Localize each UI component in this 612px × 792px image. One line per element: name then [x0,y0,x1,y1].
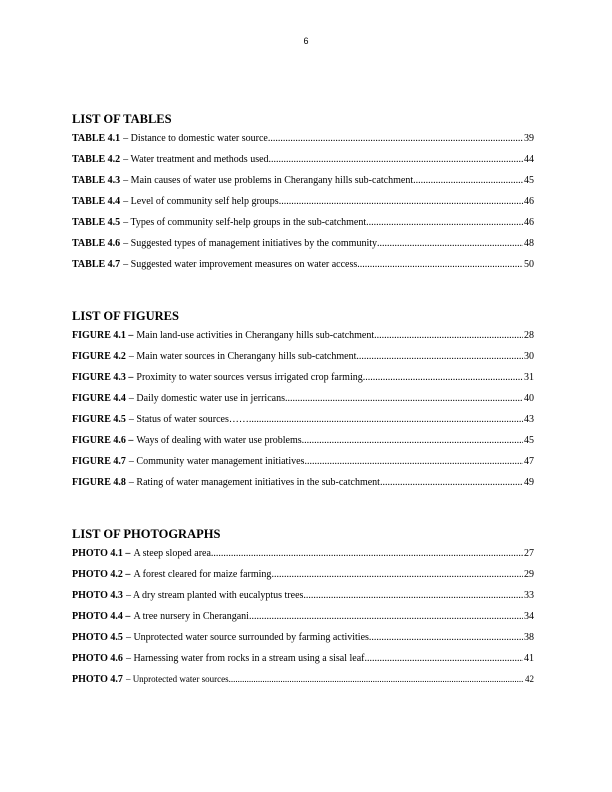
entry-page: 46 [524,217,534,228]
entry-page: 41 [524,653,534,664]
entry-label: TABLE 4.3 [72,175,121,186]
dot-leader [364,648,523,669]
entry-page: 33 [524,590,534,601]
page-number: 6 [303,36,309,46]
toc-entry-table-4-7 [72,254,534,275]
entry-label: FIGURE 4.2 [72,351,126,362]
entry-page: 49 [524,477,534,488]
toc-entry-figure-4-5 [72,409,534,430]
entry-label: FIGURE 4.3 – [72,372,134,383]
dot-leader [269,149,523,170]
entry-page: 46 [524,196,534,207]
entry-label: TABLE 4.7 [72,259,121,270]
entry-page: 45 [524,175,534,186]
toc-entry-table-4-4 [72,191,534,212]
entry-page: 42 [525,674,534,684]
entry-label: FIGURE 4.8 [72,477,126,488]
entry-label: PHOTO 4.1 – [72,548,131,559]
entry-title: – Types of community self-help groups in the sub-catchment [123,217,367,228]
entry-label: FIGURE 4.7 [72,456,126,467]
entry-page: 47 [524,456,534,467]
dot-leader [369,627,523,648]
entry-page: 48 [524,238,534,249]
toc-entry-figure-4-7 [72,451,534,472]
dot-leader [229,669,524,690]
dot-leader [303,585,523,606]
list-of-tables-heading: LIST OF TABLES [72,112,172,126]
toc-entry-table-4-5 [72,212,534,233]
list-of-photographs-heading: LIST OF PHOTOGRAPHS [72,527,221,541]
entry-page: 27 [524,548,534,559]
entry-label: TABLE 4.5 [72,217,121,228]
dot-leader [279,191,523,212]
entry-title: – Unprotected water source surrounded by farming activities [125,632,369,643]
entry-title: Main land-use activities in Cherangany hills sub-catchment [136,330,375,341]
entry-title: – Status of water sources…… [128,414,249,425]
entry-label: TABLE 4.4 [72,196,121,207]
entry-page: 34 [524,611,534,622]
dot-leader [413,170,523,191]
toc-entry-photo-4-1 [72,543,534,564]
entry-title: – Distance to domestic water source [123,133,268,144]
entry-page: 30 [524,351,534,362]
dot-leader [380,472,523,493]
entry-page: 44 [524,154,534,165]
dot-leader [363,367,523,388]
entry-label: FIGURE 4.4 [72,393,126,404]
entry-label: TABLE 4.6 [72,238,121,249]
entry-title: – Community water management initiatives [128,456,305,467]
entry-title: – Harnessing water from rocks in a stream using a sisal leaf [125,653,365,664]
dot-leader [357,254,523,275]
entry-title: – Level of community self help groups [123,196,279,207]
dot-leader [268,128,523,149]
toc-entry-photo-4-7 [72,669,534,690]
dot-leader [285,388,523,409]
toc-entry-photo-4-4 [72,606,534,627]
entry-page: 28 [524,330,534,341]
entry-title: – Unprotected water sources [125,674,229,684]
entry-title: A tree nursery in Cherangani [133,611,249,622]
toc-entry-figure-4-3 [72,367,534,388]
entry-label: TABLE 4.2 [72,154,121,165]
list-of-figures-heading: LIST OF FIGURES [72,309,179,323]
toc-entry-table-4-2 [72,149,534,170]
entry-title: – Main water sources in Cherangany hills sub-catchment [128,351,357,362]
entry-title: – Water treatment and methods used [123,154,269,165]
entry-title: – Main causes of water use problems in Cherangany hills sub-catchment [123,175,414,186]
toc-entry-table-4-1 [72,128,534,149]
entry-label: PHOTO 4.3 [72,590,123,601]
list-of-photographs [72,525,534,690]
entry-title: Proximity to water sources versus irrigated crop farming [136,372,363,383]
entry-label: FIGURE 4.1 – [72,330,134,341]
toc-entry-table-4-6 [72,233,534,254]
entry-title: A forest cleared for maize farming [133,569,272,580]
toc-entry-figure-4-8 [72,472,534,493]
dot-leader [249,409,523,430]
entry-label: TABLE 4.1 [72,133,121,144]
dot-leader [249,606,523,627]
entry-page: 31 [524,372,534,383]
toc-entry-photo-4-3 [72,585,534,606]
entry-page: 50 [524,259,534,270]
toc-entry-photo-4-6 [72,648,534,669]
entry-title: A steep sloped area [133,548,211,559]
toc-entry-figure-4-4 [72,388,534,409]
entry-page: 40 [524,393,534,404]
dot-leader [211,543,523,564]
dot-leader [377,233,523,254]
entry-title: – A dry stream planted with eucalyptus trees [125,590,304,601]
toc-entry-table-4-3 [72,170,534,191]
entry-label: FIGURE 4.6 – [72,435,134,446]
entry-title: – Daily domestic water use in jerricans [128,393,285,404]
entry-label: PHOTO 4.7 [72,674,123,685]
list-of-figures [72,307,534,493]
entry-page: 38 [524,632,534,643]
dot-leader [302,430,523,451]
toc-entry-photo-4-5 [72,627,534,648]
entry-label: PHOTO 4.2 – [72,569,131,580]
toc-entry-figure-4-1 [72,325,534,346]
dot-leader [356,346,523,367]
dot-leader [304,451,523,472]
entry-title: – Suggested types of management initiatives by the community [123,238,378,249]
entry-page: 45 [524,435,534,446]
entry-page: 29 [524,569,534,580]
entry-label: FIGURE 4.5 [72,414,126,425]
entry-label: PHOTO 4.4 – [72,611,131,622]
entry-label: PHOTO 4.5 [72,632,123,643]
toc-entry-photo-4-2 [72,564,534,585]
entry-title: Ways of dealing with water use problems [136,435,302,446]
entry-page: 39 [524,133,534,144]
entry-title: – Rating of water management initiatives in the sub-catchment [128,477,380,488]
dot-leader [366,212,523,233]
toc-entry-figure-4-6 [72,430,534,451]
entry-title: – Suggested water improvement measures on water access [123,259,358,270]
entry-label: PHOTO 4.6 [72,653,123,664]
dot-leader [374,325,523,346]
dot-leader [271,564,523,585]
toc-entry-figure-4-2 [72,346,534,367]
entry-page: 43 [524,414,534,425]
list-of-tables [72,110,534,275]
